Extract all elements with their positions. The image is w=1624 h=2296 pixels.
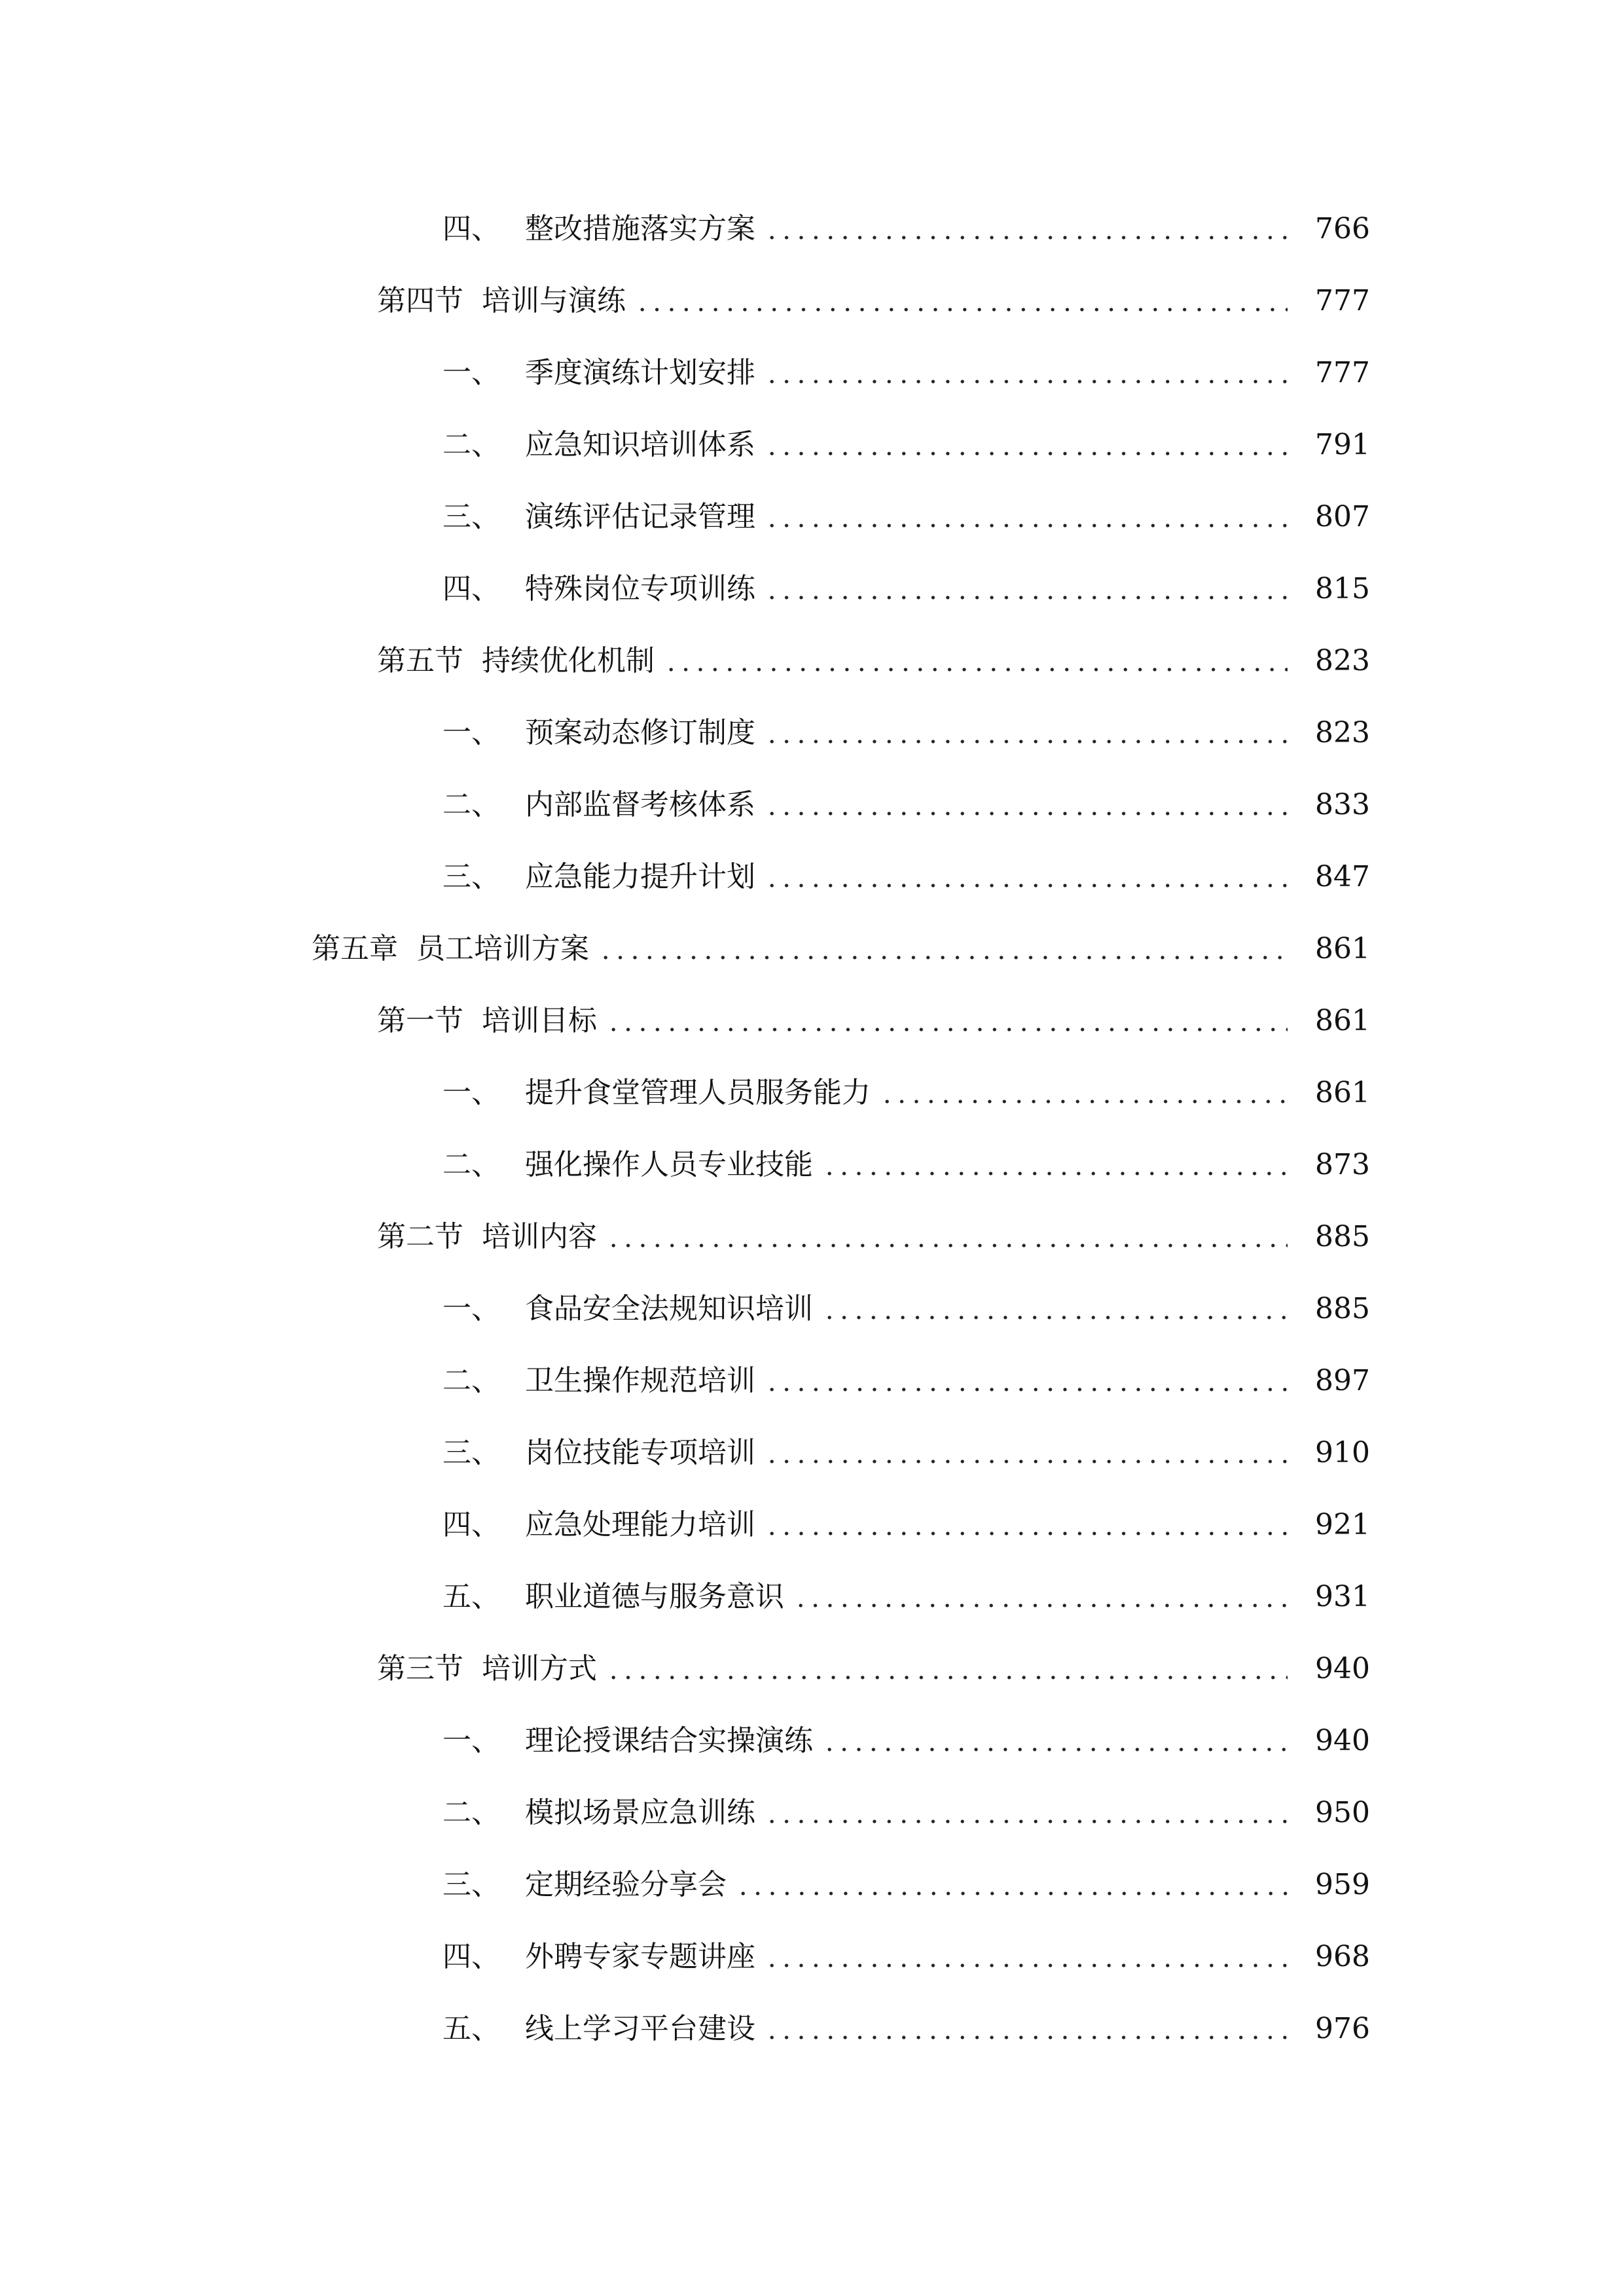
entry-number: 四、 bbox=[442, 212, 500, 245]
entry-number: 二、 bbox=[442, 1364, 500, 1397]
entry-number: 二、 bbox=[442, 788, 500, 821]
entry-page-number: 823 bbox=[1315, 644, 1370, 677]
entry-title: 特殊岗位专项训练 bbox=[525, 572, 755, 605]
entry-number: 第三节 bbox=[377, 1652, 463, 1685]
entry-number: 三、 bbox=[442, 860, 500, 893]
entry-title: 培训与演练 bbox=[482, 284, 626, 317]
toc-entry[interactable] bbox=[0, 992, 1624, 1050]
dot-leader bbox=[822, 1172, 1288, 1175]
toc-entry[interactable] bbox=[0, 920, 1624, 978]
entry-page-number: 791 bbox=[1315, 428, 1370, 461]
dot-leader bbox=[598, 956, 1288, 960]
entry-page-number: 873 bbox=[1315, 1148, 1370, 1181]
dot-leader bbox=[765, 452, 1288, 456]
dot-leader bbox=[606, 1244, 1288, 1247]
entry-page-number: 861 bbox=[1315, 1004, 1370, 1037]
entry-title: 员工培训方案 bbox=[416, 932, 589, 965]
entry-page-number: 910 bbox=[1315, 1436, 1370, 1469]
entry-title: 整改措施落实方案 bbox=[525, 212, 755, 245]
entry-title: 岗位技能专项培训 bbox=[525, 1436, 755, 1469]
toc-entry[interactable] bbox=[0, 1280, 1624, 1338]
entry-page-number: 861 bbox=[1315, 932, 1370, 965]
entry-page-number: 940 bbox=[1315, 1724, 1370, 1757]
entry-title: 预案动态修订制度 bbox=[525, 716, 755, 749]
entry-page-number: 815 bbox=[1315, 572, 1370, 605]
entry-number: 四、 bbox=[442, 572, 500, 605]
entry-title: 卫生操作规范培训 bbox=[525, 1364, 755, 1397]
entry-number: 四、 bbox=[442, 1940, 500, 1973]
dot-leader bbox=[765, 812, 1288, 816]
dot-leader bbox=[765, 884, 1288, 888]
entry-page-number: 833 bbox=[1315, 788, 1370, 821]
entry-title: 外聘专家专题讲座 bbox=[525, 1940, 755, 1973]
toc-entry[interactable] bbox=[0, 1352, 1624, 1410]
entry-page-number: 931 bbox=[1315, 1580, 1370, 1613]
entry-title: 线上学习平台建设 bbox=[525, 2012, 755, 2045]
entry-page-number: 861 bbox=[1315, 1076, 1370, 1109]
entry-page-number: 940 bbox=[1315, 1652, 1370, 1685]
toc-entry[interactable] bbox=[0, 704, 1624, 762]
toc-entry[interactable] bbox=[0, 560, 1624, 619]
entry-page-number: 976 bbox=[1315, 2012, 1370, 2045]
entry-title: 应急知识培训体系 bbox=[525, 428, 755, 461]
toc-entry[interactable] bbox=[0, 1568, 1624, 1626]
dot-leader bbox=[606, 1676, 1288, 1679]
dot-leader bbox=[765, 740, 1288, 744]
dot-leader bbox=[765, 1388, 1288, 1391]
entry-number: 第一节 bbox=[377, 1004, 463, 1037]
entry-number: 第五节 bbox=[377, 644, 463, 677]
toc-entry[interactable] bbox=[0, 416, 1624, 475]
entry-page-number: 777 bbox=[1315, 284, 1370, 317]
entry-title: 内部监督考核体系 bbox=[525, 788, 755, 821]
entry-title: 持续优化机制 bbox=[482, 644, 655, 677]
toc-entry[interactable] bbox=[0, 1784, 1624, 1842]
dot-leader bbox=[822, 1316, 1288, 1319]
dot-leader bbox=[765, 596, 1288, 600]
entry-number: 五、 bbox=[442, 2012, 500, 2045]
dot-leader bbox=[822, 1748, 1288, 1751]
entry-title: 职业道德与服务意识 bbox=[525, 1580, 784, 1613]
entry-page-number: 823 bbox=[1315, 716, 1370, 749]
entry-page-number: 921 bbox=[1315, 1508, 1370, 1541]
entry-page-number: 766 bbox=[1315, 212, 1370, 245]
entry-page-number: 968 bbox=[1315, 1940, 1370, 1973]
entry-number: 第四节 bbox=[377, 284, 463, 317]
entry-number: 三、 bbox=[442, 500, 500, 533]
entry-title: 理论授课结合实操演练 bbox=[525, 1724, 813, 1757]
entry-title: 应急处理能力培训 bbox=[525, 1508, 755, 1541]
toc-entry[interactable] bbox=[0, 1640, 1624, 1698]
entry-title: 食品安全法规知识培训 bbox=[525, 1292, 813, 1325]
entry-title: 强化操作人员专业技能 bbox=[525, 1148, 813, 1181]
dot-leader bbox=[736, 1892, 1288, 1895]
entry-page-number: 777 bbox=[1315, 356, 1370, 389]
entry-number: 一、 bbox=[442, 1292, 500, 1325]
dot-leader bbox=[765, 1964, 1288, 1967]
dot-leader bbox=[664, 668, 1288, 672]
entry-page-number: 959 bbox=[1315, 1868, 1370, 1901]
toc-entry[interactable] bbox=[0, 1136, 1624, 1194]
toc-entry[interactable] bbox=[0, 1064, 1624, 1122]
toc-entry[interactable] bbox=[0, 1424, 1624, 1482]
toc-entry[interactable] bbox=[0, 344, 1624, 403]
entry-number: 二、 bbox=[442, 1796, 500, 1829]
toc-entry[interactable] bbox=[0, 1856, 1624, 1914]
toc-entry[interactable] bbox=[0, 2000, 1624, 2058]
entry-number: 第二节 bbox=[377, 1220, 463, 1253]
entry-title: 培训方式 bbox=[482, 1652, 597, 1685]
entry-number: 二、 bbox=[442, 1148, 500, 1181]
entry-number: 一、 bbox=[442, 356, 500, 389]
entry-page-number: 885 bbox=[1315, 1292, 1370, 1325]
entry-title: 培训内容 bbox=[482, 1220, 597, 1253]
toc-entry[interactable] bbox=[0, 1496, 1624, 1554]
entry-title: 应急能力提升计划 bbox=[525, 860, 755, 893]
toc-entry[interactable] bbox=[0, 632, 1624, 691]
dot-leader bbox=[606, 1028, 1288, 1031]
toc-entry[interactable] bbox=[0, 1928, 1624, 1986]
entry-number: 二、 bbox=[442, 428, 500, 461]
entry-title: 季度演练计划安排 bbox=[525, 356, 755, 389]
dot-leader bbox=[635, 308, 1288, 312]
entry-page-number: 847 bbox=[1315, 860, 1370, 893]
dot-leader bbox=[765, 2036, 1288, 2039]
dot-leader bbox=[765, 380, 1288, 384]
entry-title: 模拟场景应急训练 bbox=[525, 1796, 755, 1829]
entry-number: 三、 bbox=[442, 1868, 500, 1901]
toc-entry[interactable] bbox=[0, 488, 1624, 547]
dot-leader bbox=[765, 236, 1288, 240]
dot-leader bbox=[880, 1100, 1288, 1103]
toc-entry[interactable] bbox=[0, 272, 1624, 331]
entry-page-number: 950 bbox=[1315, 1796, 1370, 1829]
entry-number: 一、 bbox=[442, 716, 500, 749]
entry-number: 一、 bbox=[442, 1076, 500, 1109]
toc-entry[interactable] bbox=[0, 1208, 1624, 1266]
entry-page-number: 807 bbox=[1315, 500, 1370, 533]
toc-entry[interactable] bbox=[0, 1712, 1624, 1770]
entry-title: 演练评估记录管理 bbox=[525, 500, 755, 533]
entry-number: 三、 bbox=[442, 1436, 500, 1469]
dot-leader bbox=[765, 524, 1288, 528]
dot-leader bbox=[765, 1532, 1288, 1535]
dot-leader bbox=[793, 1604, 1288, 1607]
entry-page-number: 885 bbox=[1315, 1220, 1370, 1253]
entry-number: 五、 bbox=[442, 1580, 500, 1613]
dot-leader bbox=[765, 1460, 1288, 1463]
toc-entry[interactable] bbox=[0, 776, 1624, 834]
entry-page-number: 897 bbox=[1315, 1364, 1370, 1397]
entry-title: 提升食堂管理人员服务能力 bbox=[525, 1076, 871, 1109]
toc-entry[interactable] bbox=[0, 200, 1624, 259]
entry-title: 培训目标 bbox=[482, 1004, 597, 1037]
entry-title: 定期经验分享会 bbox=[525, 1868, 727, 1901]
entry-number: 四、 bbox=[442, 1508, 500, 1541]
toc-entry[interactable] bbox=[0, 848, 1624, 906]
entry-number: 一、 bbox=[442, 1724, 500, 1757]
dot-leader bbox=[765, 1820, 1288, 1823]
entry-number: 第五章 bbox=[312, 932, 398, 965]
